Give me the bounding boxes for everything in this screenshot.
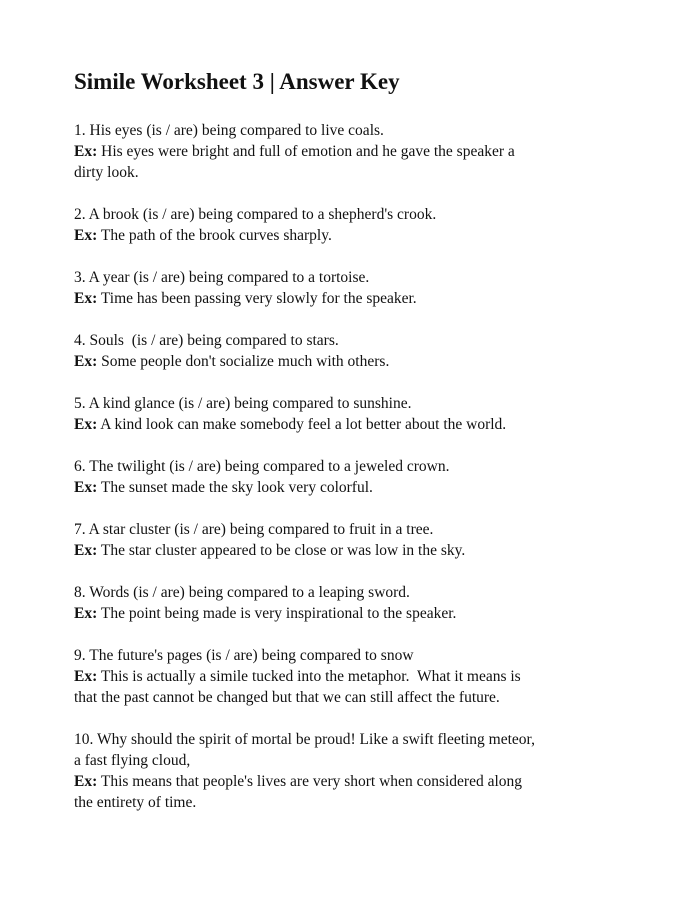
answer-line [74,477,634,498]
answer-line [74,414,634,435]
answer-line-continued: dirty look. [74,164,139,181]
answer-line [74,603,634,624]
question-line: 7. A star cluster (is / are) being compared to fruit in a tree. [74,521,434,538]
question-line: 4. Souls (is / are) being compared to stars. [74,332,339,349]
question-line: 5. A kind glance (is / are) being compared to sunshine. [74,395,412,412]
answer-text: The point being made is very inspirational to the speaker. [97,605,457,622]
ex-label: Ex: [74,605,98,622]
ex-label: Ex: [74,227,98,244]
answer-item-5 [74,393,634,435]
answer-line [74,351,634,372]
answer-item-3 [74,267,634,309]
ex-label: Ex: [74,479,98,496]
question-line: 3. A year (is / are) being compared to a tortoise. [74,269,370,286]
answer-text: Some people don't socialize much with others. [97,353,390,370]
answer-text: The star cluster appeared to be close or was low in the sky. [97,542,466,559]
answer-line [74,225,634,246]
answer-line [74,288,634,309]
answer-line [74,771,634,792]
answer-text: This means that people's lives are very short when considered along [97,773,523,790]
question-line: 8. Words (is / are) being compared to a leaping sword. [74,584,410,601]
answer-text: His eyes were bright and full of emotion and he gave the speaker a [97,143,515,160]
answer-text: The sunset made the sky look very colorful. [97,479,373,496]
ex-label: Ex: [74,668,98,685]
answer-item-1 [74,120,634,183]
question-line: 1. His eyes (is / are) being compared to live coals. [74,122,384,139]
answer-item-7 [74,519,634,561]
ex-label: Ex: [74,542,98,559]
ex-label: Ex: [74,773,98,790]
answer-list [74,120,634,834]
answer-item-8 [74,582,634,624]
answer-text: This is actually a simile tucked into the metaphor. What it means is [97,668,521,685]
answer-text: A kind look can make somebody feel a lot better about the world. [97,416,507,433]
ex-label: Ex: [74,143,98,160]
answer-item-6 [74,456,634,498]
question-line: 9. The future's pages (is / are) being compared to snow [74,647,414,664]
answer-item-9 [74,645,634,708]
answer-item-4 [74,330,634,372]
question-line: 10. Why should the spirit of mortal be proud! Like a swift fleeting meteor, [74,731,535,748]
answer-text: Time has been passing very slowly for the speaker. [97,290,417,307]
ex-label: Ex: [74,290,98,307]
answer-line [74,141,634,162]
question-line: 2. A brook (is / are) being compared to a shepherd's crook. [74,206,437,223]
answer-line-continued: that the past cannot be changed but that we can still affect the future. [74,689,500,706]
answer-line [74,540,634,561]
answer-line [74,666,634,687]
answer-item-10 [74,729,634,813]
ex-label: Ex: [74,416,98,433]
question-line: 6. The twilight (is / are) being compared to a jeweled crown. [74,458,450,475]
ex-label: Ex: [74,353,98,370]
answer-line-continued: the entirety of time. [74,794,197,811]
answer-item-2 [74,204,634,246]
page-title: Simile Worksheet 3 | Answer Key [74,69,400,94]
question-line-continued: a fast flying cloud, [74,752,191,769]
answer-text: The path of the brook curves sharply. [97,227,332,244]
